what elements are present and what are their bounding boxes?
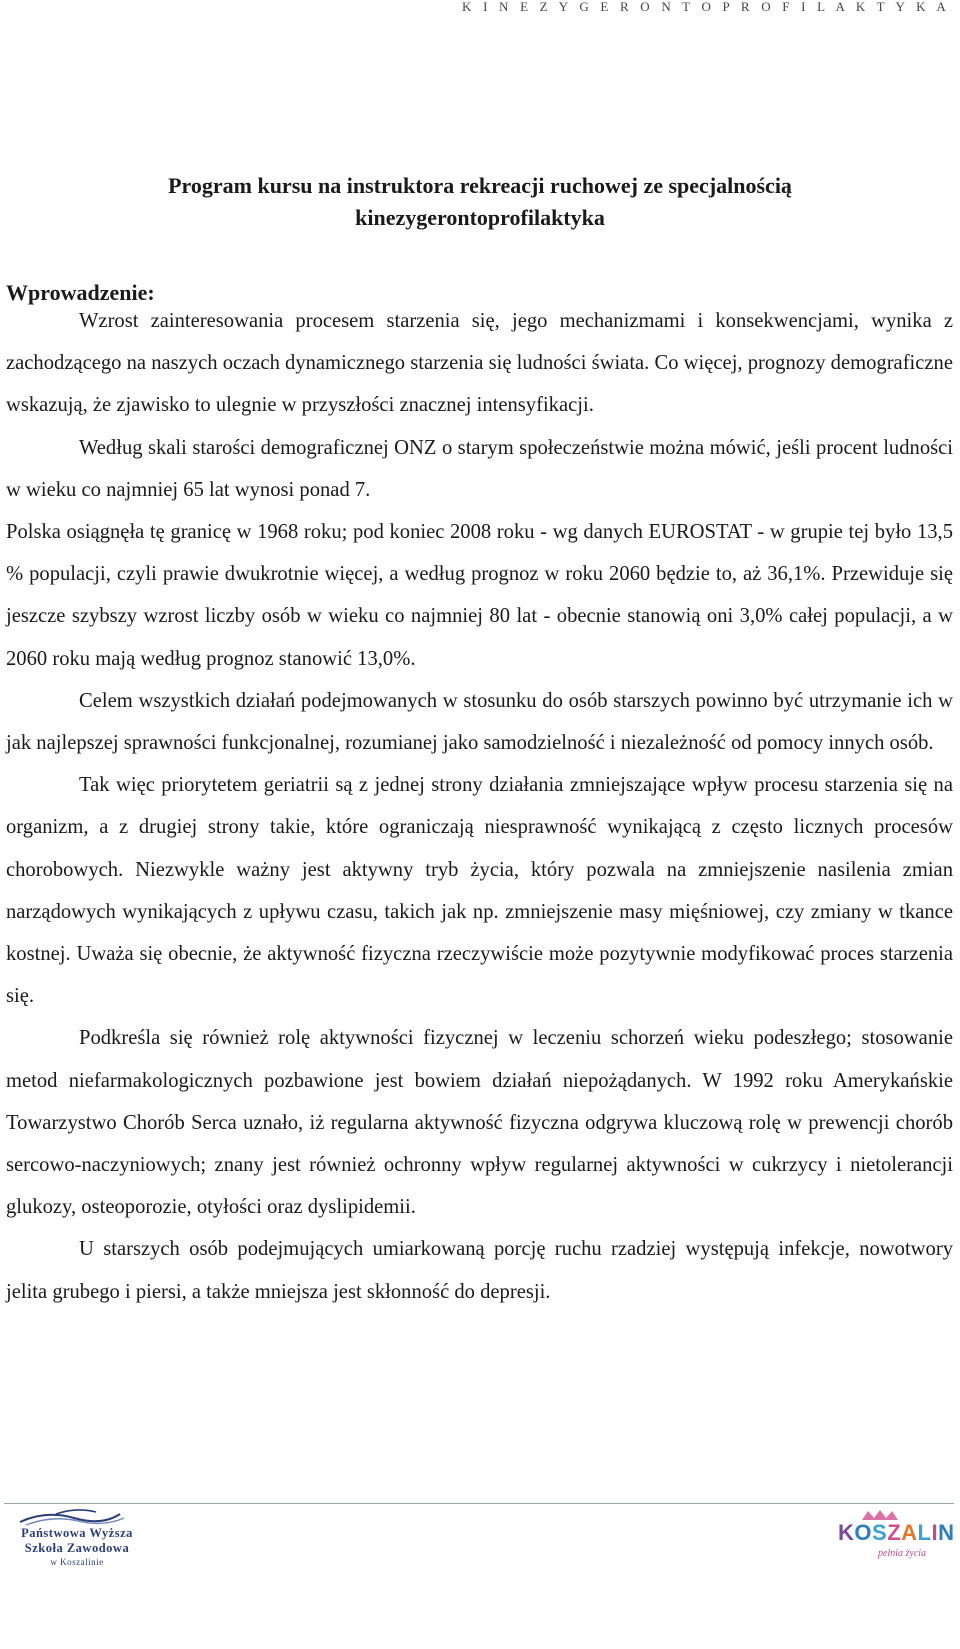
paragraph: Celem wszystkich działań podejmowanych w stosunku do osób starszych powinno być utrzymanie ich w jak najlepszej sprawności funkcjonalnej, rozumianej jako samodzielność i niezależność od pomocy innych osób. [6, 689, 953, 755]
pwsz-logo [2, 1508, 152, 1648]
body-text [6, 300, 953, 1313]
koszalin-letter: A [901, 1520, 918, 1545]
pwsz-logo-line-3: w Koszalinie [50, 1557, 104, 1567]
footer-divider [4, 1503, 954, 1504]
document-title [0, 170, 960, 234]
wave-icon [16, 1508, 126, 1528]
paragraph: Według skali starości demograficznej ONZ o starym społeczeństwie można mówić, jeśli procent ludności w wieku co najmniej 65 lat wynosi ponad 7. [6, 436, 953, 501]
running-header: K I N E Z Y G E R O N T O P R O F I L A K T Y K A [462, 0, 950, 14]
koszalin-letter: I [931, 1520, 939, 1545]
title-line-2: kinezygerontoprofilaktyka [355, 205, 605, 230]
paragraph: Tak więc priorytetem geriatrii są z jednej strony działania zmniejszające wpływ procesu starzenia się na organizm, a z drugiej strony takie, które ograniczają niesprawność wynikającą z często licznych procesów chorobowych. Niezwykle ważny jest aktywny tryb życia, który pozwala na zmniejszenie nasilenia zmian narządowych wynikających z upływu czasu, takich jak np. zmniejszenie masy mięśniowej, czy zmiany w tkance kostnej. Uważa się obecnie, że aktywność fizyczna rzeczywiście może pozytywnie modyfikować proces starzenia się. [6, 774, 953, 1008]
koszalin-letter: O [854, 1520, 873, 1545]
paragraph: Wzrost zainteresowania procesem starzenia się, jego mechanizmami i konsekwencjami, wynika z zachodzącego na naszych oczach dynamicznego starzenia się ludności świata. Co więcej, prognozy demograficzne wskazują, że zjawisko to ulegnie w przyszłości znacznej intensyfikacji. [6, 310, 953, 417]
paragraph: U starszych osób podejmujących umiarkowaną porcję ruchu rzadziej występują infekcje, nowotwory jelita grubego i piersi, a także mniejsza jest skłonność do depresji. [6, 1238, 953, 1303]
paragraph: Polska osiągnęła tę granicę w 1968 roku; pod koniec 2008 roku - wg danych EUROSTAT - w grupie tej było 13,5 % populacji, czyli prawie dwukrotnie więcej, a według prognoz w roku 2060 będzie to, aż 36,1%. Przewiduje się jeszcze szybszy wzrost liczby osób w wieku co najmniej 80 lat - obecnie stanowią oni 3,0% całej populacji, a w 2060 roku mają według prognoz stanowić 13,0%. [6, 521, 953, 670]
koszalin-letter: S [872, 1520, 888, 1545]
koszalin-letter: L [917, 1520, 932, 1545]
koszalin-letter: N [938, 1520, 955, 1545]
koszalin-tagline: pełnia życia [878, 1548, 927, 1559]
pwsz-logo-line-2: Szkoła Zawodowa [24, 1541, 130, 1555]
koszalin-wordmark [838, 1520, 955, 1546]
section-heading: Wprowadzenie: [6, 280, 155, 305]
koszalin-letter: Z [887, 1520, 902, 1545]
title-line-1: Program kursu na instruktora rekreacji ruchowej ze specjalnością [168, 173, 792, 198]
pwsz-logo-line-1: Państwowa Wyższa [21, 1526, 133, 1540]
paragraph: Podkreśla się również rolę aktywności fizycznej w leczeniu schorzeń wieku podeszłego; stosowanie metod niefarmakologicznych pozbawione jest bowiem działań niepożądanych. W 1992 roku Amerykańskie Towarzystwo Chorób Serca uznało, iż regularna aktywność fizyczna odgrywa kluczową rolę w prewencji chorób sercowo-naczyniowych; znany jest również ochronny wpływ regularnej aktywności w cukrzycy i nietolerancji glukozy, osteoporozie, otyłości oraz dyslipidemii. [6, 1027, 953, 1219]
koszalin-letter: K [838, 1520, 855, 1545]
koszalin-logo [838, 1508, 955, 1648]
